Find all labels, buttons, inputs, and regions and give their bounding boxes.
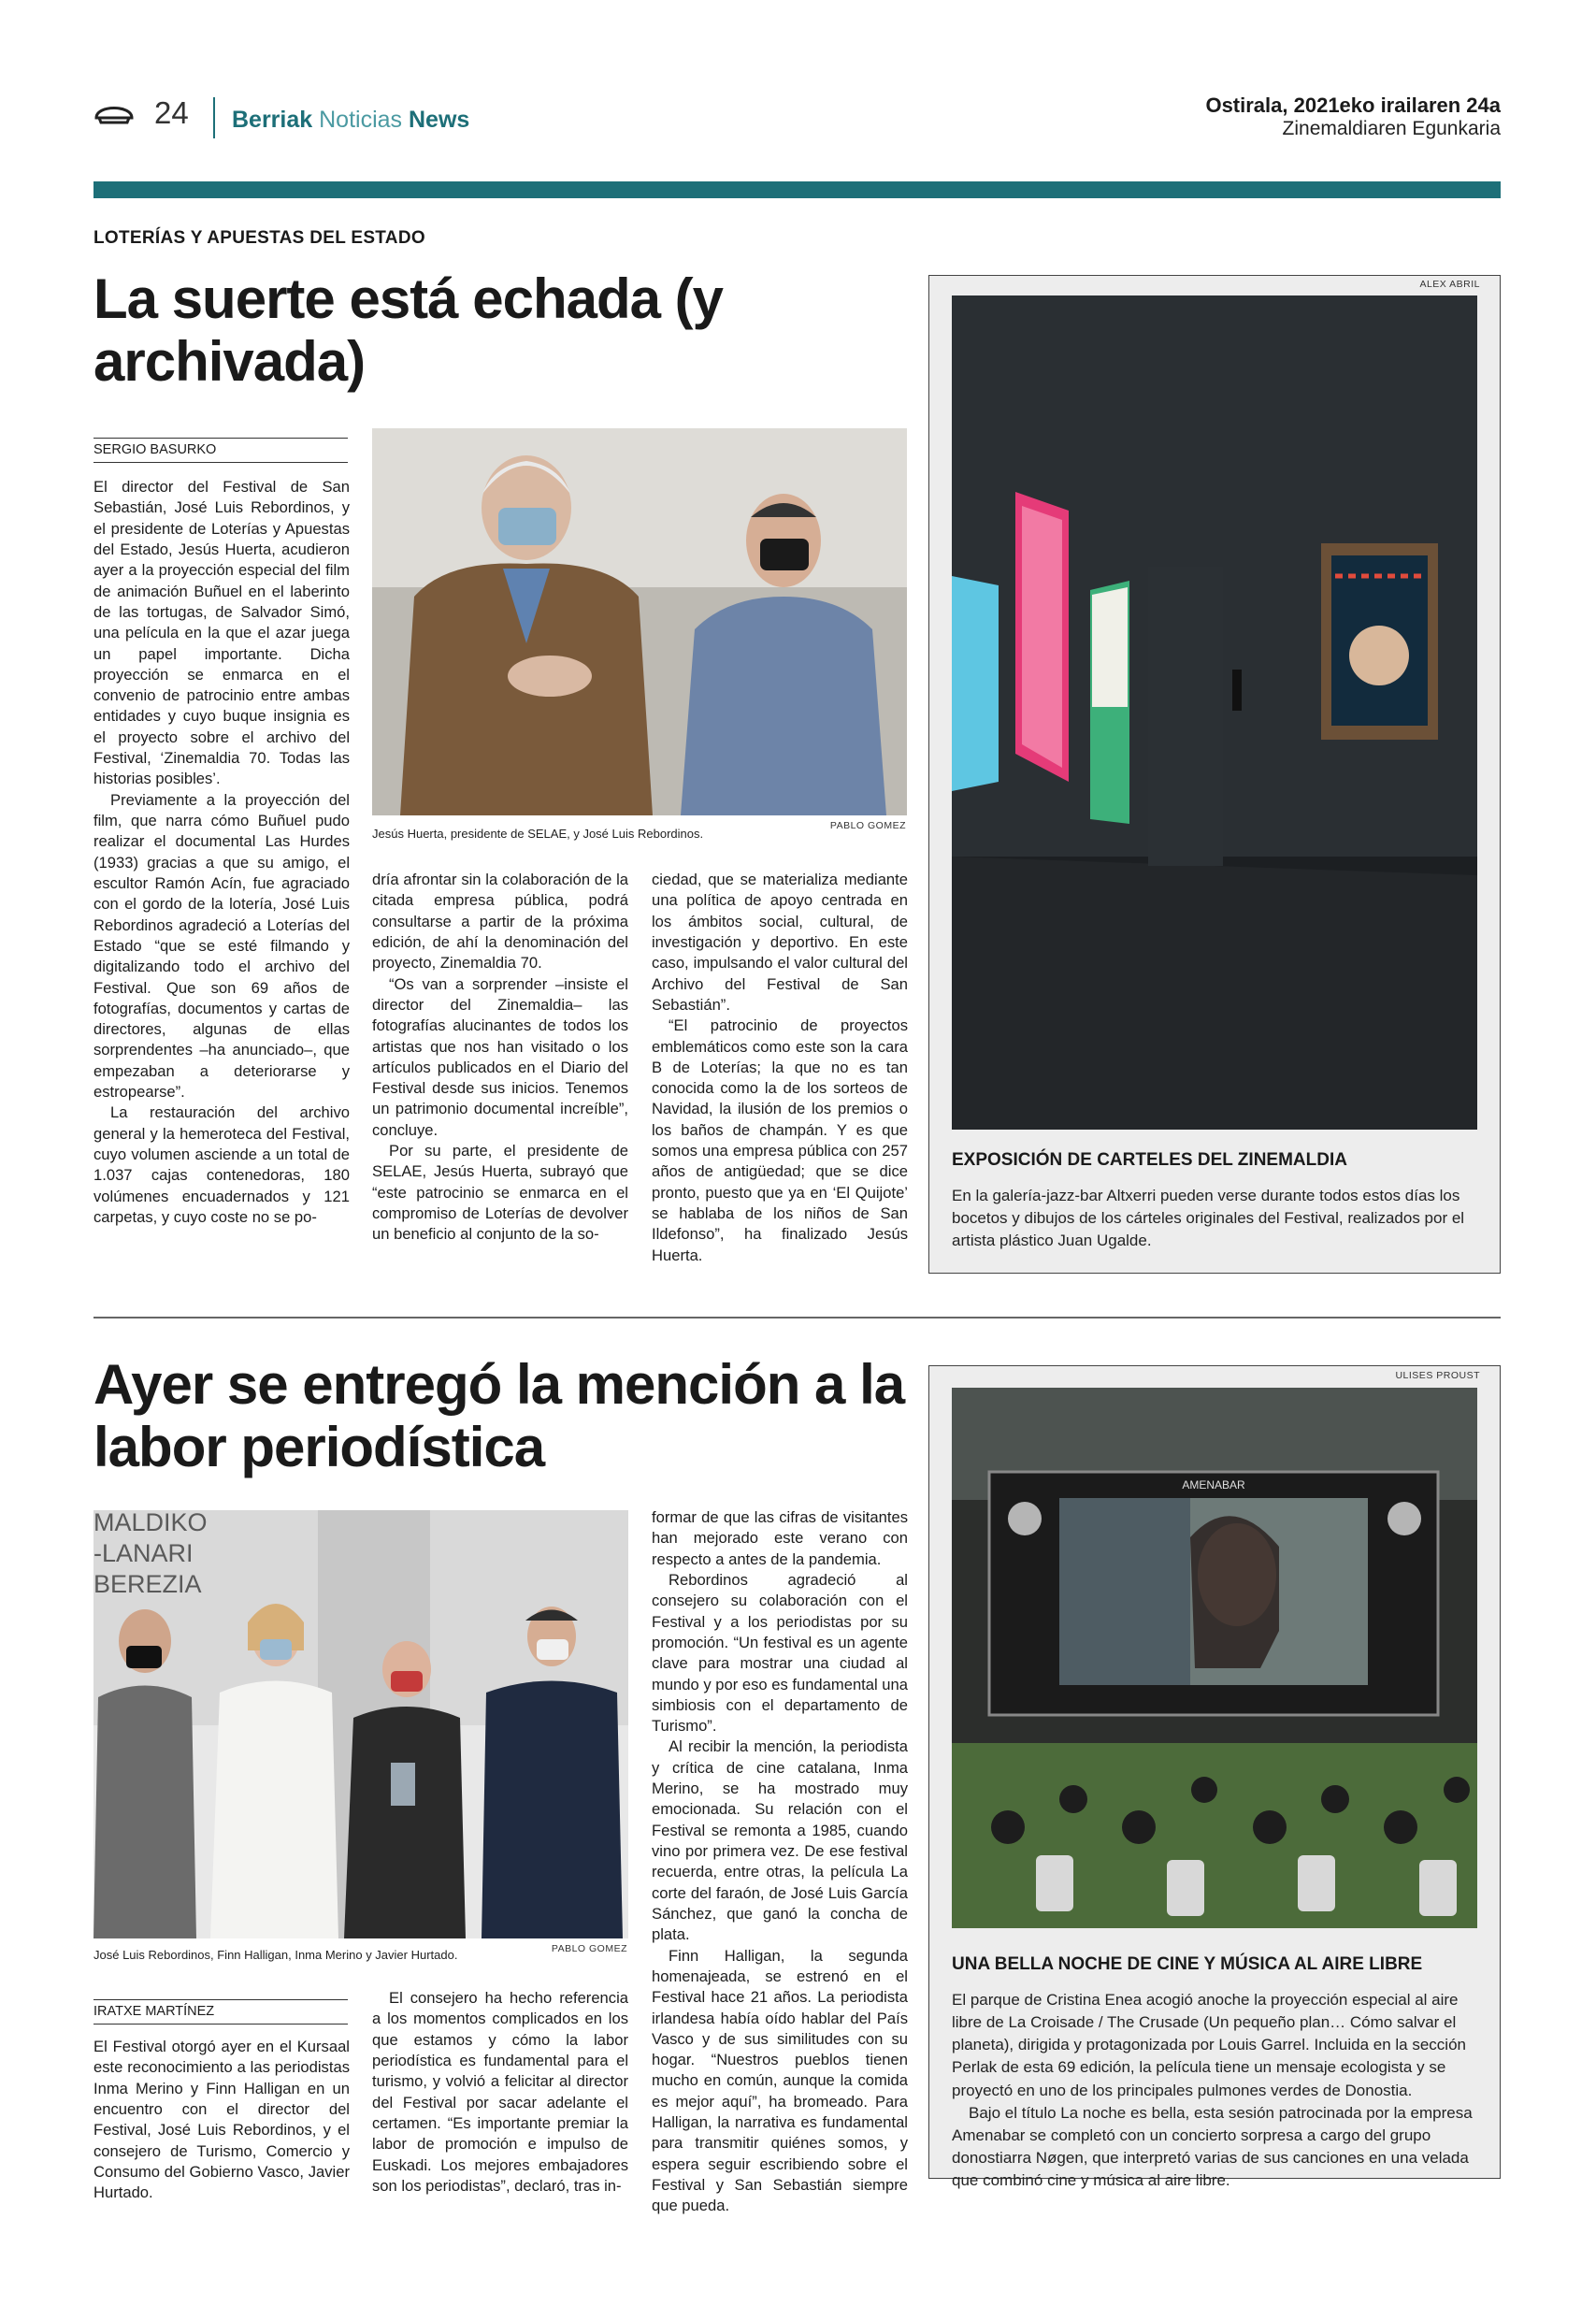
- paragraph: ciedad, que se materializa mediante una política de apoyo centrada en los ámbitos social, cultural, de investigación y deportivo. En este caso, impulsando el valor cultural del Archivo del Festival de San Sebastián”.: [652, 871, 908, 1014]
- paper-name: Zinemaldiaren Egunkaria: [1282, 118, 1501, 139]
- article1-column-1: [93, 477, 350, 1228]
- article2-photo-credit: PABLO GOMEZ: [551, 1943, 627, 1954]
- article1-photo-caption: Jesús Huerta, presidente de SELAE, y José Luis Rebordinos.: [372, 827, 704, 841]
- header-bar: [93, 181, 1501, 198]
- paragraph: El parque de Cristina Enea acogió anoche la proyección especial al aire libre de La Croisade / The Crusade (Un pequeño plan… Cómo salvar el planeta), dirigida y protagonizada por Louis Garrel. Incluida en la sección Perlak de esta 69 edición, la película tiene un mensaje ecologista y se proyectó en uno de los principales pulmones verdes de Donostia.: [952, 1991, 1466, 2099]
- sidebox2-heading: UNA BELLA NOCHE DE CINE Y MÚSICA AL AIRE LIBRE: [952, 1954, 1423, 1974]
- photo-two-men-masks: [372, 428, 907, 815]
- section-label-berriak: Berriak: [232, 107, 313, 133]
- paragraph: “El patrocinio de proyectos emblemáticos como este son la cara B de Loterías; la que no es tan conocida como la de los sorteos de Navidad, la ilusión de los premios o los baños de champán. Y es que somos una empresa pública con 257 años de antigüedad; que se dice pronto, puesto que ya en ‘El Quijote’ se hablaba de los niños de San Ildefonso”, ha finalizado Jesús Huerta.: [652, 1016, 908, 1264]
- paragraph: Finn Halligan, la segunda homenajeada, se estrenó en el Festival hace 21 años. La periodista irlandesa había oído hablar del País Vasco y de sus similitudes con su hogar. “Nuestros pueblos tienen mucho en común, aunque la comida es mejor aquí”, ha bromeado. Para Halligan, la narrativa es fundamental para transmitir quiénes somos, y espera seguir escribiendo sobre el Festival y San Sebastián siempre que pueda.: [652, 1946, 908, 2215]
- photo-gallery-posters: [952, 295, 1477, 1130]
- paragraph: La restauración del archivo general y la hemeroteca del Festival, cuyo volumen asciende a un total de 1.037 cajas contenedoras, 180 volúmenes encuadernados y 121 carpetas, y cuyo coste no se po-: [93, 1103, 350, 1226]
- section-label-noticias: Noticias: [319, 107, 403, 133]
- sidebox1-photo: [952, 295, 1477, 1130]
- paragraph: “Os van a sorprender –insiste el director del Zinemaldia– las fotografías alucinantes de todos los artistas que nos han visitado o los artículos publicados en el Diario del Festival desde sus inicios. Tenemos un patrimonio documental increíble”, concluye.: [372, 974, 628, 1139]
- article2-column-1: [93, 2037, 350, 2204]
- paragraph: El director del Festival de San Sebastián, José Luis Rebordinos, y el presidente de Loterías y Apuestas del Estado, Jesús Huerta, acudieron ayer a la proyección especial del film de animación Buñuel en el laberinto de las tortugas, de Salvador Simó, una película en la que el azar juega un papel importante. Dicha proyección se enmarca en el convenio de patrocinio entre ambas entidades y cuyo buque insignia es el proyecto sobre el archivo del Festival, ‘Zinemaldia 70. Todas las historias posibles’.: [93, 478, 350, 788]
- article2-column-2: [372, 1988, 628, 2197]
- article1-byline: SERGIO BASURKO: [93, 438, 348, 463]
- paragraph: Por su parte, el presidente de SELAE, Jesús Huerta, subrayó que “este patrocinio se enmarca en el compromiso de Loterías de devolver un beneficio al conjunto de la so-: [372, 1142, 628, 1244]
- article2-byline: IRATXE MARTÍNEZ: [93, 1999, 348, 2025]
- backdrop-text-left: MALDIKO: [93, 1510, 208, 1536]
- sidebox1-heading: EXPOSICIÓN DE CARTELES DEL ZINEMALDIA: [952, 1150, 1347, 1170]
- sidebox1-photo-credit: ALEX ABRIL: [1419, 279, 1480, 290]
- screen-brand: AMENABAR: [1182, 1478, 1245, 1491]
- paragraph: Rebordinos agradeció al consejero su colaboración con el Festival y a los periodistas por su promoción. “Un festival es un agente clave para mostrar una ciudad al mundo y por eso es fundamental una simbiosis con el departamento de Turismo”.: [652, 1570, 908, 1736]
- sidebox2-photo-credit: ULISES PROUST: [1395, 1370, 1480, 1381]
- paragraph: Bajo el título La noche es bella, esta sesión patrocinada por la empresa Amenabar se completó con un concierto sorpresa a cargo del grupo donostiarra Nøgen, que interpretó varias de sus canciones en una velada que combinó cine y música al aire libre.: [952, 2103, 1473, 2189]
- page-number: 24: [154, 95, 189, 130]
- svg-text:BEREZIA: BEREZIA: [93, 1570, 202, 1598]
- article1-column-2: [372, 870, 628, 1246]
- sidebox1-text: En la galería-jazz-bar Altxerri pueden verse durante todos estos días los bocetos y dibujos de los cárteles originales del Festival, realizados por el artista plástico Juan Ugalde.: [952, 1187, 1465, 1250]
- paragraph: dría afrontar sin la colaboración de la citada empresa pública, podrá consultarse a partir de la próxima edición, de ahí la denominación del proyecto, Zinemaldia 70.: [372, 871, 628, 973]
- paragraph: El consejero ha hecho referencia a los momentos complicados en los que estamos y cómo la labor periodística es fundamental para el turismo, y volvió a felicitar al director del Festival por sacar adelante el certamen. “Es importante premiar la labor de promoción e impulso de Euskadi. Los mejores embajadores son los periodistas”, declaró, tras in-: [372, 1989, 628, 2195]
- paragraph: Al recibir la mención, la periodista y crítica de cine catalana, Inma Merino, se ha mostrado muy emocionada. Su relación con el Festival se remonta a 1985, cuando vino por primera vez. De ese festival recuerda, entre otras, la película La corte del faraón, de José Luis García Sánchez, que ganó la concha de plata.: [652, 1737, 908, 1944]
- sidebox2-photo: [952, 1388, 1477, 1928]
- article2-photo-caption: José Luis Rebordinos, Finn Halligan, Inma Merino y Javier Hurtado.: [93, 1948, 458, 1962]
- article1-photo: [372, 428, 907, 815]
- issue-date: Ostirala, 2021eko irailaren 24a: [1205, 94, 1501, 117]
- article1-headline: La suerte está echada (y archivada): [93, 267, 724, 394]
- article2-photo: [93, 1510, 628, 1938]
- article1-column-3: [652, 870, 908, 1266]
- paragraph: El Festival otorgó ayer en el Kursaal este reconocimiento a las periodistas Inma Merino y Finn Halligan en un encuentro con el director del Festival, José Luis Rebordinos, y el consejero de Turismo, Comercio y Consumo del Gobierno Vasco, Javier Hurtado.: [93, 2038, 350, 2202]
- article1-photo-credit: PABLO GOMEZ: [829, 820, 906, 831]
- article2-headline: Ayer se entregó la mención a la labor periodística: [93, 1353, 905, 1479]
- photo-award-ceremony: [93, 1510, 628, 1938]
- section-label-news: News: [409, 107, 470, 133]
- section-divider: [93, 1317, 1501, 1319]
- sidebox2-text: [952, 1989, 1481, 2192]
- article1-kicker: LOTERÍAS Y APUESTAS DEL ESTADO: [93, 228, 425, 248]
- header-separator: [213, 97, 215, 138]
- paragraph: Previamente a la proyección del film, que narra cómo Buñuel pudo realizar el documental Las Hurdes (1933) gracias a que su amigo, el escultor Ramón Acín, fue agraciado con el gordo de la lotería, José Luis Rebordinos agradeció a Loterías del Estado “que se esté filmando y digitalizando todo el archivo del Festival. Que son 69 años de fotografías, documentos y cartas de directores, algunas de ellas sorprendentes –ha anunciado–, que empezaban a deteriorarse y estropearse”.: [93, 790, 350, 1102]
- article2-column-3-upper: [652, 1507, 908, 2217]
- photo-outdoor-screening: [952, 1388, 1477, 1928]
- svg-text:-LANARI: -LANARI: [93, 1539, 194, 1567]
- section-labels: [232, 107, 469, 134]
- paragraph: formar de que las cifras de visitantes han mejorado este verano con respecto a antes de la pandemia.: [652, 1508, 908, 1568]
- festival-shell-logo-icon: [93, 97, 135, 125]
